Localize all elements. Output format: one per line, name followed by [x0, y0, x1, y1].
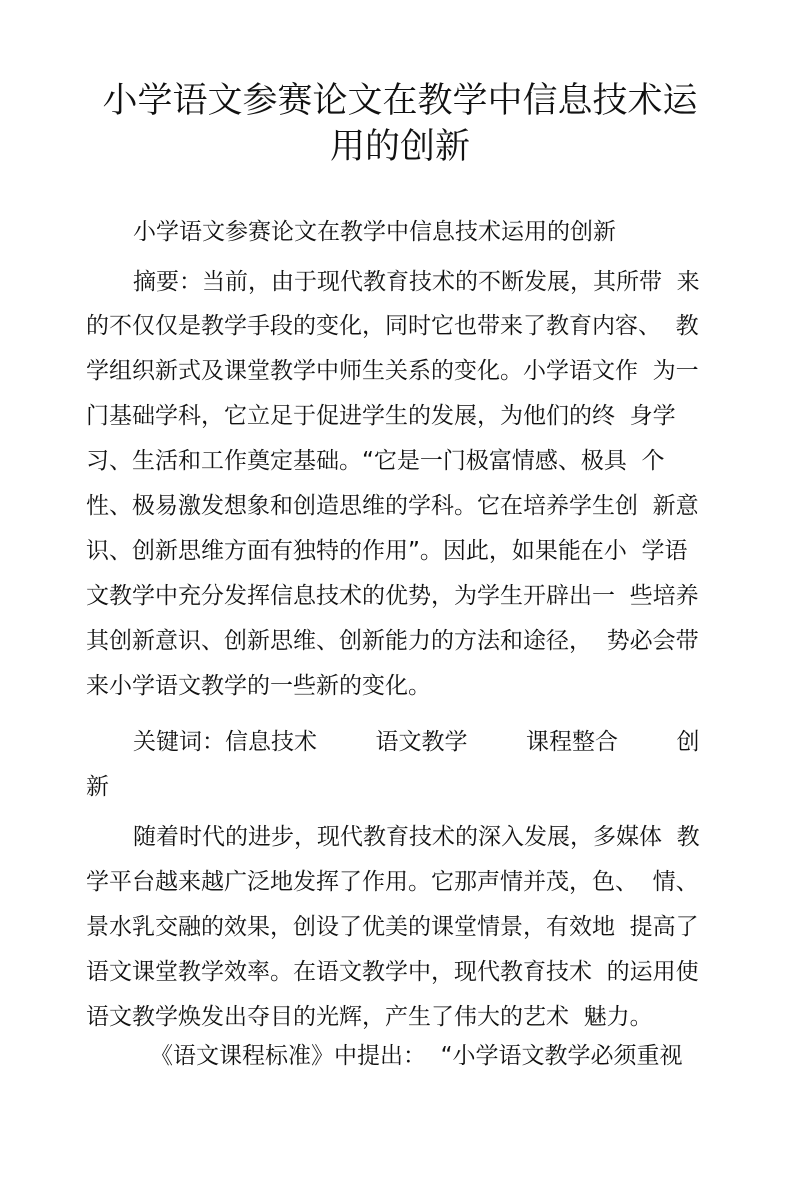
body-line-6: 《语文课程标准》中提出： “小学语文教学必须重视 — [150, 1043, 683, 1069]
abstract-line-3: 学组织新式及课堂教学中师生关系的变化。小学语文作 为一 — [86, 358, 699, 384]
body-line-4: 语文课堂教学效率。在语文教学中，现代教育技术 的运用使 — [86, 959, 699, 985]
abstract-line-6: 性、极易激发想象和创造思维的学科。它在培养学生创 新意 — [86, 493, 699, 519]
body-line-1: 随着时代的进步，现代教育技术的深入发展，多媒体 教 — [133, 824, 700, 850]
body-line-3: 景水乳交融的效果，创设了优美的课堂情景，有效地 提高了 — [86, 914, 699, 940]
abstract-line-9: 其创新意识、创新思维、创新能力的方法和途径， 势必会带 — [86, 628, 699, 654]
subtitle-line: 小学语文参赛论文在教学中信息技术运用的创新 — [133, 219, 616, 245]
keywords-line-2: 新 — [86, 774, 109, 800]
keywords-line-1: 关键词：信息技术 语文教学 课程整合 创 — [133, 729, 700, 755]
body-line-2: 学平台越来越广泛地发挥了作用。它那声情并茂，色、 情、 — [86, 869, 699, 895]
abstract-line-1: 摘要：当前，由于现代教育技术的不断发展，其所带 来 — [133, 269, 700, 295]
abstract-line-8: 文教学中充分发挥信息技术的优势，为学生开辟出一 些培养 — [86, 583, 699, 609]
abstract-line-7: 识、创新思维方面有独特的作用”。因此，如果能在小 学语 — [86, 538, 688, 564]
abstract-line-2: 的不仅仅是教学手段的变化，同时它也带来了教育内容、 教 — [86, 313, 699, 339]
abstract-line-4: 门基础学科，它立足于促进学生的发展，为他们的终 身学 — [86, 403, 676, 429]
abstract-line-5: 习、生活和工作奠定基础。“它是一门极富情感、极具 个 — [86, 448, 665, 474]
document-title-line-1: 小学语文参赛论文在教学中信息技术运 — [102, 81, 698, 121]
body-line-5: 语文教学焕发出夺目的光辉，产生了伟大的艺术 魅力。 — [86, 1004, 653, 1030]
abstract-line-10: 来小学语文教学的一些新的变化。 — [86, 673, 431, 699]
document-title-line-2: 用的创新 — [329, 127, 470, 167]
